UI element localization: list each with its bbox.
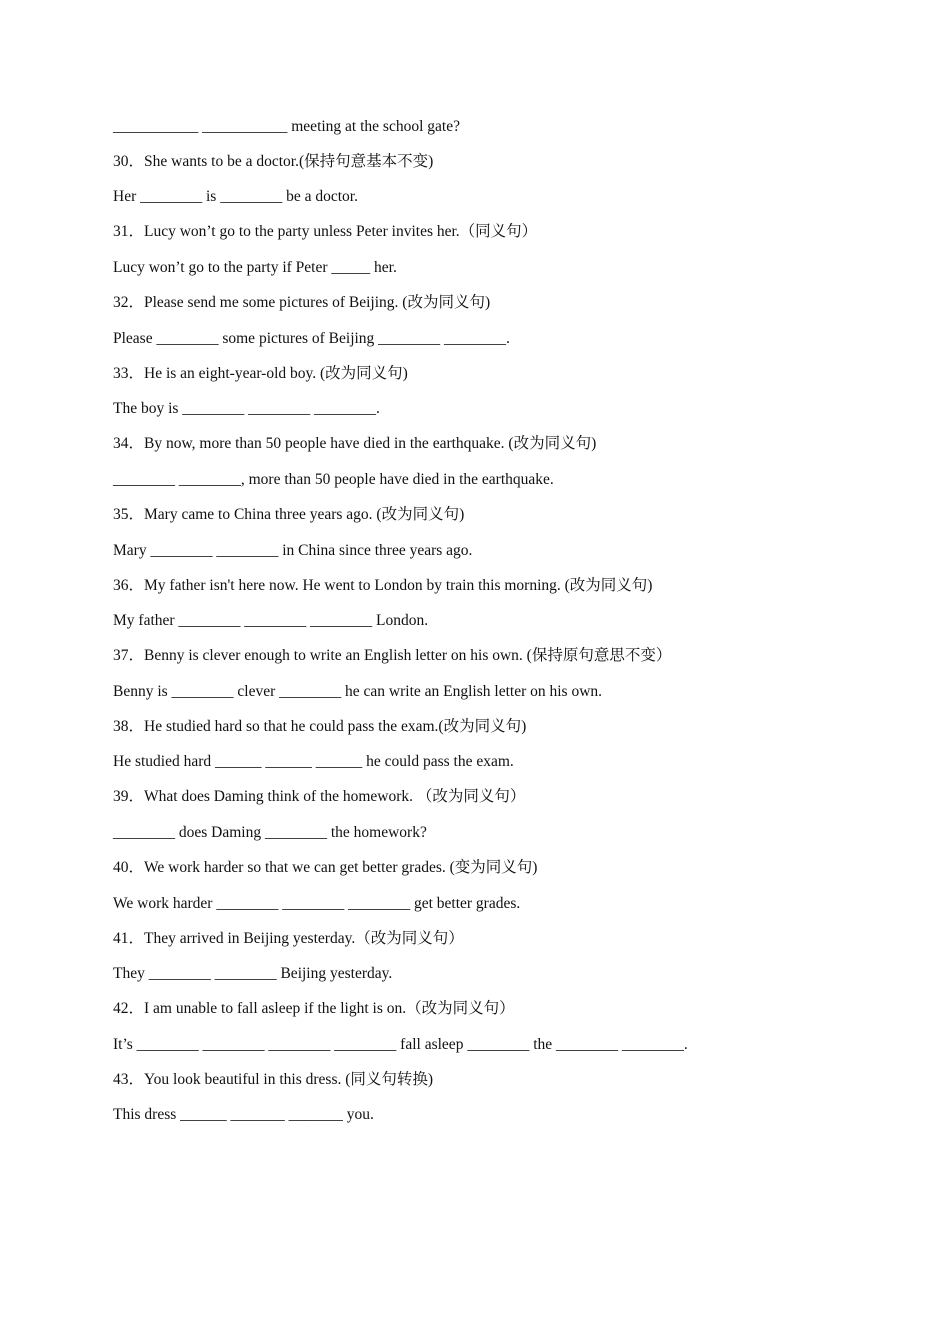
- q41-answer-line: They ________ ________ Beijing yesterday.: [113, 965, 393, 982]
- q38-answer-line: He studied hard ______ ______ ______ he could pass the exam.: [113, 753, 514, 770]
- q36-prompt: 36．My father isn't here now. He went to London by train this morning. (改为同义句): [113, 577, 653, 594]
- q40-prompt: 40．We work harder so that we can get better grades. (变为同义句): [113, 859, 538, 876]
- q37-answer-line: Benny is ________ clever ________ he can write an English letter on his own.: [113, 683, 603, 700]
- q36-answer-line: My father ________ ________ ________ London.: [113, 612, 429, 629]
- q31-prompt: 31．Lucy won’t go to the party unless Peter invites her.（同义句）: [113, 223, 538, 240]
- q43-answer-line: This dress ______ _______ _______ you.: [113, 1106, 374, 1123]
- q43-prompt: 43．You look beautiful in this dress. (同义句转换): [113, 1071, 434, 1088]
- q30-answer-line: Her ________ is ________ be a doctor.: [113, 188, 358, 205]
- q38-prompt: 38．He studied hard so that he could pass the exam.(改为同义句): [113, 718, 527, 735]
- q41-prompt: 41．They arrived in Beijing yesterday.（改为同义句）: [113, 930, 464, 947]
- q29-answer-line: ___________ ___________ meeting at the school gate?: [113, 118, 460, 135]
- q32-prompt: 32．Please send me some pictures of Beijing. (改为同义句): [113, 294, 491, 311]
- q34-prompt: 34．By now, more than 50 people have died in the earthquake. (改为同义句): [113, 435, 597, 452]
- q39-prompt: 39．What does Daming think of the homework. （改为同义句）: [113, 788, 526, 805]
- q35-answer-line: Mary ________ ________ in China since three years ago.: [113, 542, 473, 559]
- q40-answer-line: We work harder ________ ________ ________ get better grades.: [113, 895, 521, 912]
- q33-answer-line: The boy is ________ ________ ________.: [113, 400, 380, 417]
- q42-prompt: 42．I am unable to fall asleep if the light is on.（改为同义句）: [113, 1000, 515, 1017]
- q37-prompt: 37．Benny is clever enough to write an English letter on his own. (保持原句意思不变）: [113, 647, 672, 664]
- q42-answer-line: It’s ________ ________ ________ ________ fall asleep ________ the ________ ________.: [113, 1036, 688, 1053]
- q39-answer-line: ________ does Daming ________ the homework?: [113, 824, 427, 841]
- q31-answer-line: Lucy won’t go to the party if Peter _____ her.: [113, 259, 397, 276]
- q30-prompt: 30．She wants to be a doctor.(保持句意基本不变): [113, 153, 434, 170]
- q33-prompt: 33．He is an eight-year-old boy. (改为同义句): [113, 365, 408, 382]
- q32-answer-line: Please ________ some pictures of Beijing ________ ________.: [113, 330, 510, 347]
- q35-prompt: 35．Mary came to China three years ago. (改为同义句): [113, 506, 465, 523]
- q34-answer-line: ________ ________, more than 50 people have died in the earthquake.: [113, 471, 554, 488]
